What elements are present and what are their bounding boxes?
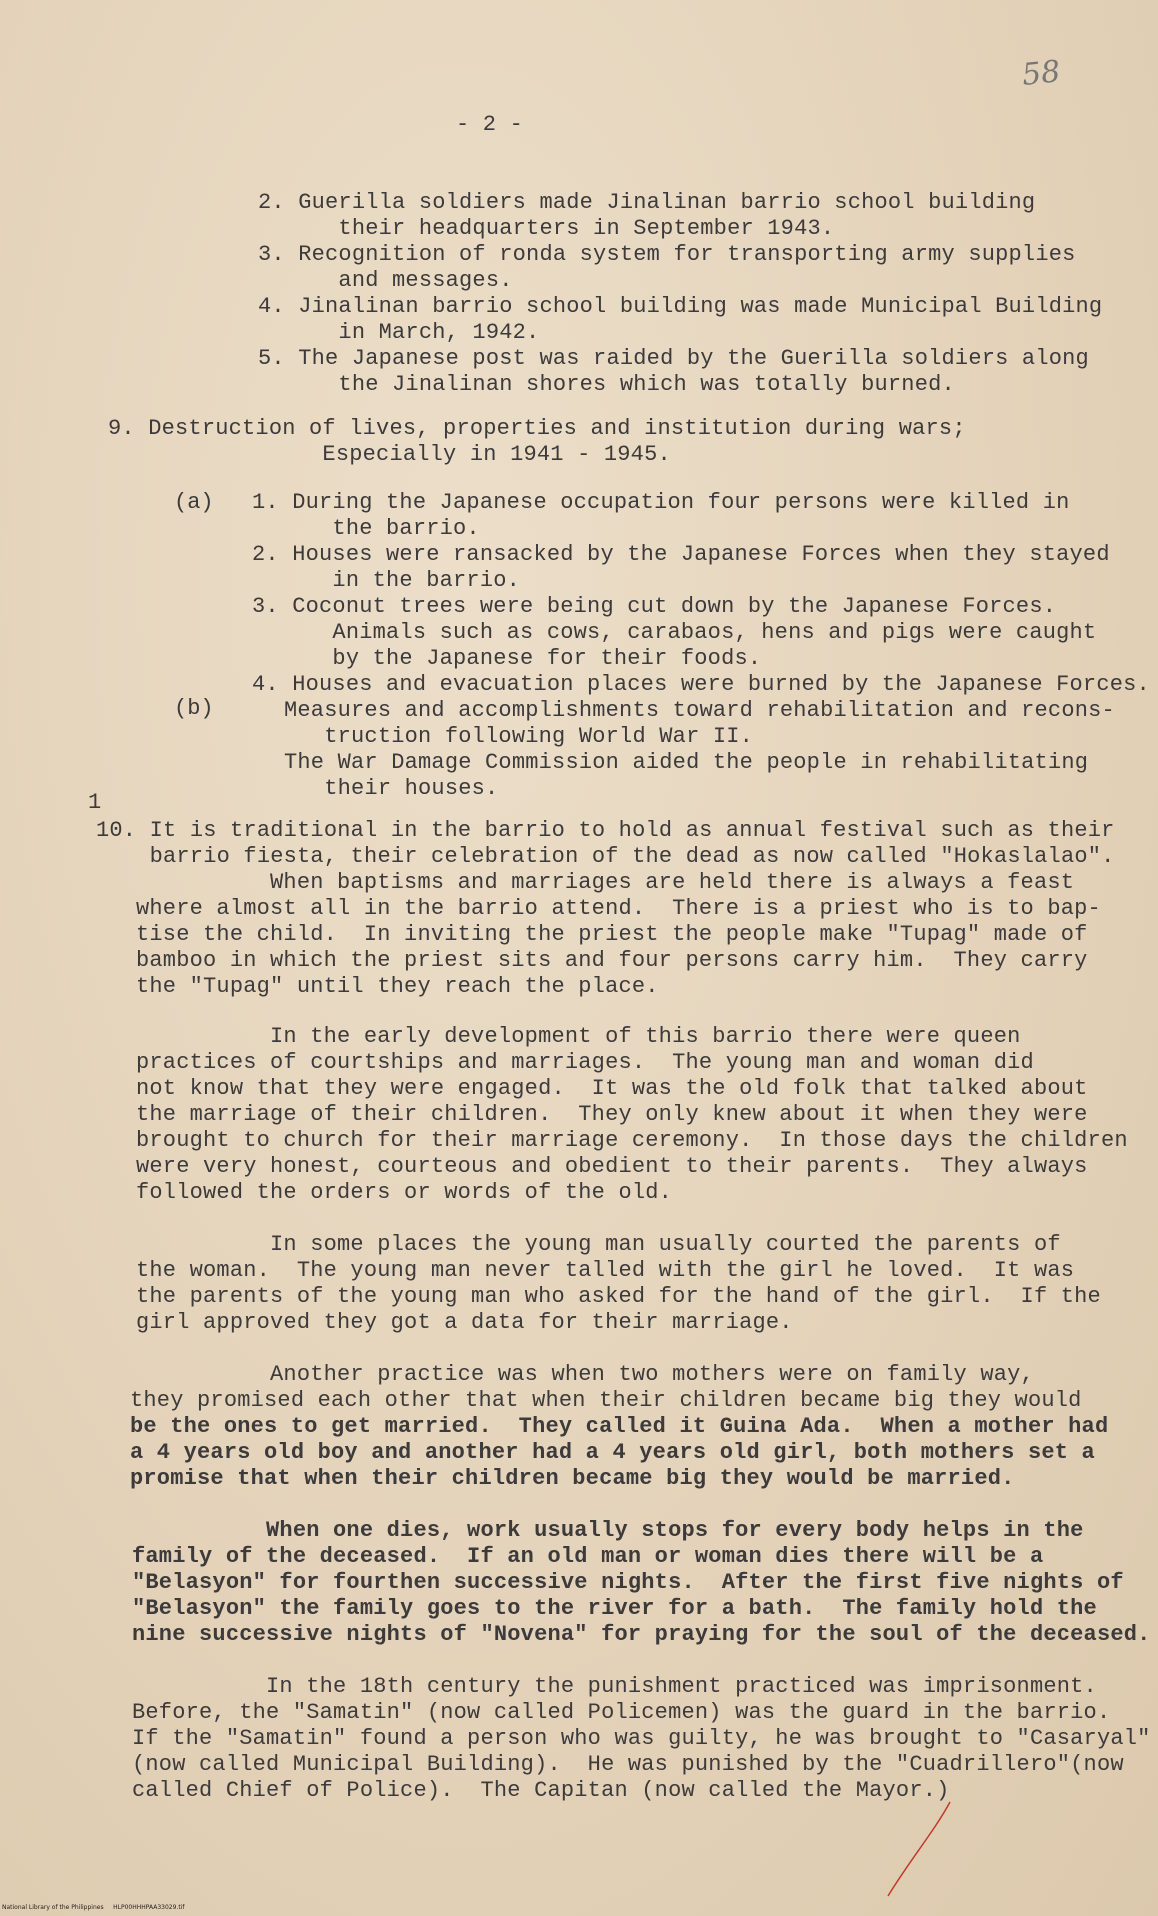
b-item-line: The War Damage Commission aided the people in rehabilitating (284, 750, 1089, 775)
section10-line: tise the child. In inviting the priest the people make "Tupag" made of (136, 922, 1088, 947)
paragraph-line: If the "Samatin" found a person who was guilty, he was brought to "Casaryal" (132, 1726, 1151, 1751)
a-item-line: Animals such as cows, carabaos, hens and pigs were caught (252, 620, 1097, 645)
paragraph-line: promise that when their children became big they would be married. (130, 1466, 1015, 1491)
section8-item-5-line1: 5. The Japanese post was raided by the Guerilla soldiers along (258, 346, 1089, 371)
label-b: (b) (174, 696, 214, 721)
margin-mark: 1 (88, 790, 102, 815)
paragraph-line: "Belasyon" for fourthen successive nights. After the first five nights of (132, 1570, 1124, 1595)
paragraph-line: a 4 years old boy and another had a 4 years old girl, both mothers set a (130, 1440, 1095, 1465)
a-item-line: 4. Houses and evacuation places were burned by the Japanese Forces. (252, 672, 1150, 697)
paragraph-line: the woman. The young man never talled with the girl he loved. It was (136, 1258, 1075, 1283)
section10-line: where almost all in the barrio attend. There is a priest who is to bap- (136, 896, 1101, 921)
paragraph-line: "Belasyon" the family goes to the river for a bath. The family hold the (132, 1596, 1097, 1621)
section9-heading: 9. Destruction of lives, properties and institution during wars; (108, 416, 966, 441)
paragraph-line: In the early development of this barrio there were queen (136, 1024, 1021, 1049)
paragraph-line: they promised each other that when their children became big they would (130, 1388, 1082, 1413)
a-item-line: the barrio. (252, 516, 480, 541)
paragraph-line: called Chief of Police). The Capitan (now called the Mayor.) (132, 1778, 950, 1803)
section8-item-3-line2: and messages. (258, 268, 513, 293)
paragraph-line: Before, the "Samatin" (now called Policemen) was the guard in the barrio. (132, 1700, 1111, 1725)
paragraph-line: the parents of the young man who asked for the hand of the girl. If the (136, 1284, 1101, 1309)
section8-item-2-line2: their headquarters in September 1943. (258, 216, 835, 241)
scan-footer: National Library of the Philippines HLP00HHHPAA33029.tif (2, 1904, 185, 1911)
section10-line: When baptisms and marriages are held there is always a feast (136, 870, 1075, 895)
section10-line: bamboo in which the priest sits and four persons carry him. They carry (136, 948, 1088, 973)
a-item-line: by the Japanese for their foods. (252, 646, 762, 671)
section9-subheading: Especially in 1941 - 1945. (108, 442, 671, 467)
paragraph-line: the marriage of their children. They only knew about it when they were (136, 1102, 1088, 1127)
paragraph-line: When one dies, work usually stops for every body helps in the (132, 1518, 1084, 1543)
section8-item-5-line2: the Jinalinan shores which was totally burned. (258, 372, 955, 397)
paragraph-line: nine successive nights of "Novena" for praying for the soul of the deceased. (132, 1622, 1151, 1647)
handwritten-page-number: 58 (1020, 54, 1062, 93)
section10-line: barrio fiesta, their celebration of the dead as now called "Hokaslalao". (96, 844, 1115, 869)
paragraph-line: not know that they were engaged. It was the old folk that talked about (136, 1076, 1088, 1101)
paragraph-line: In the 18th century the punishment practiced was imprisonment. (132, 1674, 1097, 1699)
a-item-line: 1. During the Japanese occupation four persons were killed in (252, 490, 1070, 515)
paragraph-line: practices of courtships and marriages. The young man and woman did (136, 1050, 1034, 1075)
a-item-line: 2. Houses were ransacked by the Japanese Forces when they stayed (252, 542, 1110, 567)
paragraph-line: In some places the young man usually courted the parents of (136, 1232, 1061, 1257)
b-item-line: truction following World War II. (284, 724, 754, 749)
paragraph-line: be the ones to get married. They called it Guina Ada. When a mother had (130, 1414, 1109, 1439)
page-number: - 2 - (456, 112, 524, 137)
paragraph-line: girl approved they got a data for their marriage. (136, 1310, 793, 1335)
b-item-line: Measures and accomplishments toward rehabilitation and recons- (284, 698, 1115, 723)
paragraph-line: followed the orders or words of the old. (136, 1180, 673, 1205)
section10-line: 10. It is traditional in the barrio to hold as annual festival such as their (96, 818, 1115, 843)
section8-item-4-line1: 4. Jinalinan barrio school building was made Municipal Building (258, 294, 1103, 319)
paragraph-line: brought to church for their marriage ceremony. In those days the children (136, 1128, 1128, 1153)
a-item-line: in the barrio. (252, 568, 521, 593)
section8-item-2-line1: 2. Guerilla soldiers made Jinalinan barrio school building (258, 190, 1036, 215)
section10-line: the "Tupag" until they reach the place. (136, 974, 659, 999)
paragraph-line: (now called Municipal Building). He was punished by the "Cuadrillero"(now (132, 1752, 1124, 1777)
label-a: (a) (174, 490, 214, 515)
paragraph-line: family of the deceased. If an old man or woman dies there will be a (132, 1544, 1044, 1569)
b-item-line: their houses. (284, 776, 499, 801)
section8-item-3-line1: 3. Recognition of ronda system for transporting army supplies (258, 242, 1076, 267)
section8-item-4-line2: in March, 1942. (258, 320, 540, 345)
paragraph-line: were very honest, courteous and obedient to their parents. They always (136, 1154, 1088, 1179)
a-item-line: 3. Coconut trees were being cut down by the Japanese Forces. (252, 594, 1057, 619)
paragraph-line: Another practice was when two mothers were on family way, (136, 1362, 1034, 1387)
red-pencil-mark (880, 1800, 960, 1900)
